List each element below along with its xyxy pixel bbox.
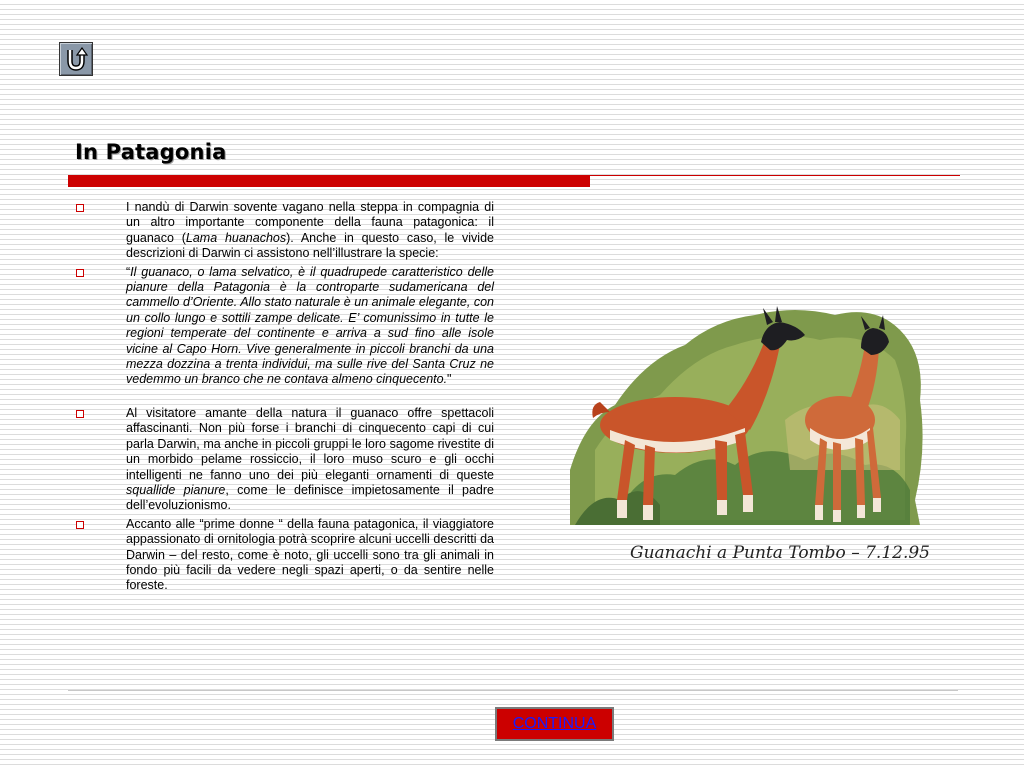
bullet-item xyxy=(74,517,494,594)
footer-divider xyxy=(68,690,958,691)
darwin-quote: Il guanaco, o lama selvatico, è il quadrupede caratteristico delle pianure della Patagonia è la controparte sudamericana del cammello d’Oriente. Allo stato naturale è un animale elegante, con un collo lungo e sottili zampe delicate. E’ comunissimo in tutte le regioni temperate del continente e arriva a sud fino alle isole vicine al Capo Horn. Vive generalmente in piccoli branchi da una mezza dozzina a trenta individui, ma sulle rive del Santa Cruz ne vedemmo un branco che ne contava almeno cinquecento. xyxy=(126,264,494,387)
bullet-item xyxy=(74,265,494,388)
bullet-text-italic: Lama huanachos xyxy=(185,230,287,245)
bullet-square-icon xyxy=(76,269,84,277)
bullet-square-icon xyxy=(76,410,84,418)
bullet-list xyxy=(74,200,494,594)
bullet-square-icon xyxy=(76,204,84,212)
illustration-caption: Guanachi a Punta Tombo – 7.12.95 xyxy=(630,543,930,563)
bullet-text: Al visitatore amante della natura il guanaco offre spettacoli affascinanti. Non più forse i branchi di cinquecento capi di cui parla Darwin, ma anche in piccoli gruppi le loro sagome rivestite di un morbido pelame rossiccio, il loro muso scuro e gli occhi intelligenti ne fanno uno dei più eleganti ornamenti di queste xyxy=(126,405,494,482)
bullet-item xyxy=(74,200,494,262)
bullet-text: Accanto alle “prime donne “ della fauna patagonica, il viaggiatore appassionato di ornitologia potrà scoprire alcuni uccelli descritti da Darwin – del resto, come è noto, gli uccelli sono tra gli animali in fondo più facili da vedere negli spazi aperti, o da sentire nelle foreste. xyxy=(126,516,494,593)
u-turn-back-icon xyxy=(63,46,89,72)
bullet-text: , come le definisce impietosamente il padre dell’evoluzionismo. xyxy=(126,482,494,513)
slide-title: In Patagonia xyxy=(75,140,227,164)
bullet-text: ). Anche in questo caso, le vivide descrizioni di Darwin ci assistono nell’illustrare la specie: xyxy=(126,230,494,261)
bullet-text: “ xyxy=(126,264,131,279)
bullet-text: " xyxy=(447,372,452,387)
bullet-square-icon xyxy=(76,521,84,529)
title-accent-bar xyxy=(68,175,590,187)
continue-button-label: CONTINUA xyxy=(512,715,597,732)
bullet-text-italic: squallide pianure xyxy=(126,482,226,497)
bullet-item xyxy=(74,406,494,514)
title-accent-line xyxy=(590,175,960,176)
guanaco-illustration xyxy=(565,300,930,575)
bullet-text: I nandù di Darwin sovente vagano nella steppa in compagnia di un altro importante componente della fauna patagonica: il guanaco ( xyxy=(126,200,494,245)
back-button[interactable] xyxy=(59,42,93,76)
continue-button[interactable] xyxy=(495,707,614,741)
